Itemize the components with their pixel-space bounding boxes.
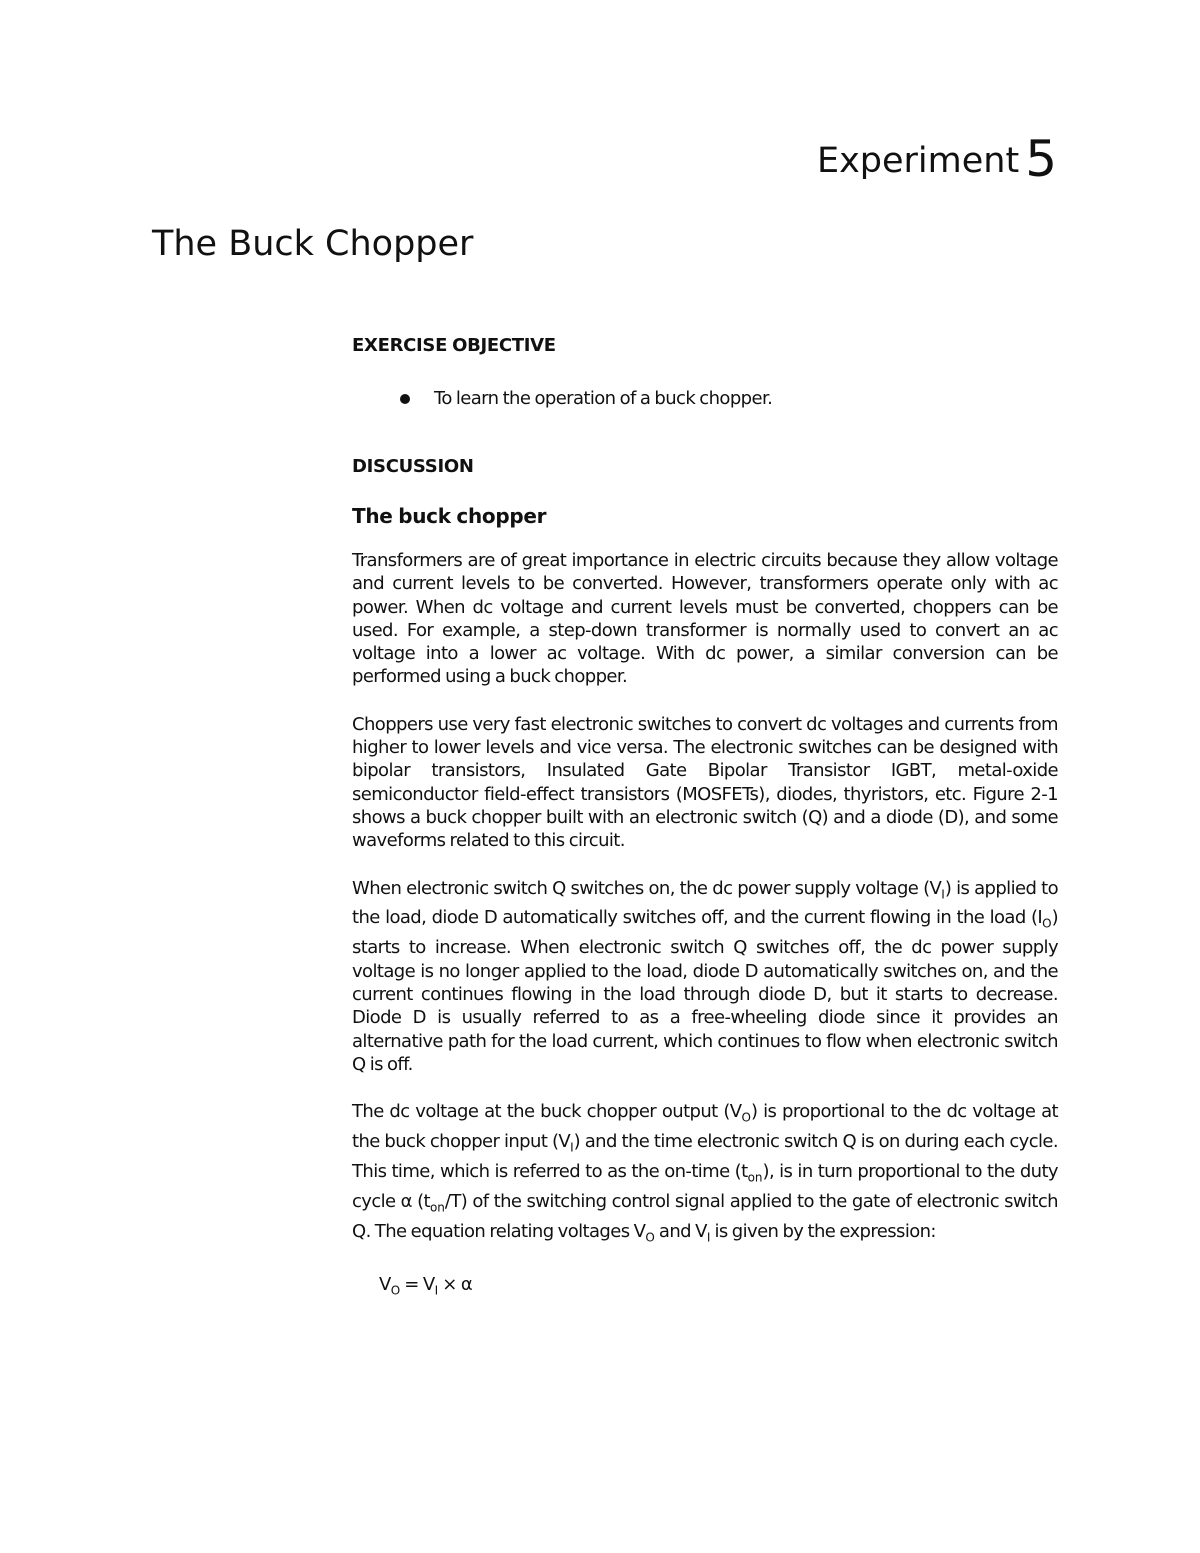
text-run: When electronic switch Q switches on, the dc power supply voltage (V	[352, 877, 942, 899]
page-title: The Buck Chopper	[152, 224, 474, 264]
main-content	[352, 333, 1058, 1303]
buck-chopper-subheading: The buck chopper	[352, 504, 547, 528]
objective-text: To learn the operation of a buck chopper.	[434, 388, 773, 409]
subscript: I	[570, 1140, 574, 1155]
text-run: V	[379, 1273, 391, 1295]
objective-list	[352, 386, 1058, 412]
subscript: O	[390, 1283, 401, 1298]
experiment-heading	[816, 126, 1057, 188]
bullet-icon	[400, 394, 410, 404]
text-run: is given by the expression:	[710, 1220, 936, 1242]
text-run: ) and the time electronic switch Q is on during each cycle. This time, which is referred to as the on-time (t	[352, 1131, 1058, 1182]
subscript: I	[434, 1283, 439, 1298]
subscript: O	[1042, 917, 1052, 932]
paragraph-4	[352, 1100, 1058, 1249]
subscript: on	[747, 1170, 763, 1185]
text-run: ), is in turn proportional to the duty cycle α (t	[352, 1160, 1058, 1212]
subscript: O	[645, 1230, 655, 1245]
experiment-number: 5	[1025, 130, 1057, 188]
text-run: The dc voltage at the buck chopper output (V	[352, 1101, 742, 1123]
paragraph-1: Transformers are of great importance in electric circuits because they allow voltage and current levels to be converted. However, transformers operate only with ac power. When dc voltage and current levels must be converted, choppers can be used. For example, a step-down transformer is normally used to convert an ac voltage into a lower ac voltage. With dc power, a similar conversion can be performed using a buck chopper.	[352, 550, 1058, 688]
text-run: = V	[400, 1273, 435, 1295]
experiment-label: Experiment	[816, 141, 1020, 181]
text-run: ) starts to increase. When electronic switch Q switches off, the dc power supply voltage is no longer applied to the load, diode D automatically switches on, and the current continues flowing in the load through diode D, but it starts to decrease. Diode D is usually referred to as a free-wheeling diode since it provides an alternative path for the load current, which continues to flow when electronic switch Q is off.	[352, 907, 1058, 1075]
paragraph-3	[352, 877, 1058, 1077]
subscript: I	[706, 1230, 711, 1245]
subscript: O	[741, 1110, 751, 1125]
text-run: ) is applied to the load, diode D automatically switches off, and the current flowing in the load (I	[352, 877, 1058, 929]
objective-item	[352, 386, 1058, 412]
discussion-heading: DISCUSSION	[352, 456, 474, 477]
subscript: I	[941, 887, 945, 902]
text-run: /T) of the switching control signal applied to the gate of electronic switch Q. The equation relating voltages V	[352, 1190, 1058, 1242]
exercise-objective-heading: EXERCISE OBJECTIVE	[352, 335, 556, 356]
text-run: × α	[438, 1273, 473, 1295]
subscript: on	[429, 1200, 445, 1215]
voltage-equation	[379, 1272, 1058, 1304]
text-run: ) is proportional to the dc voltage at the buck chopper input (V	[352, 1101, 1058, 1153]
paragraph-2: Choppers use very fast electronic switches to convert dc voltages and currents from higher to lower levels and vice versa. The electronic switches can be designed with bipolar transistors, Insulated Gate Bipolar Transistor IGBT, metal-oxide semiconductor field-effect transistors (MOSFETs), diodes, thyristors, etc. Figure 2-1 shows a buck chopper built with an electronic switch (Q) and a diode (D), and some waveforms related to this circuit.	[352, 713, 1058, 852]
text-run: and V	[654, 1220, 707, 1242]
